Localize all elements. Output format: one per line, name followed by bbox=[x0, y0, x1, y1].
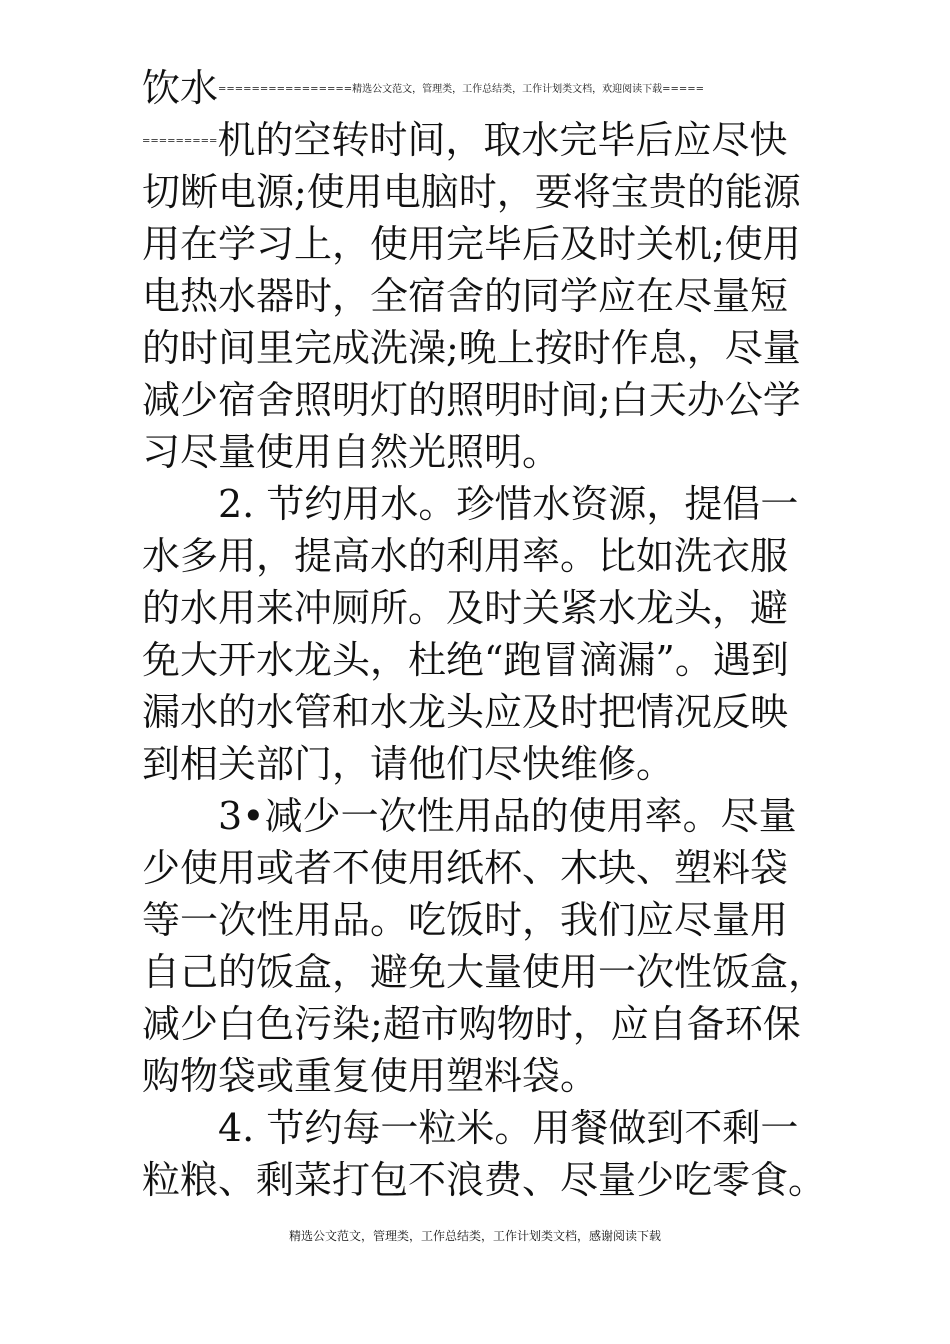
paragraph-line: 的时间里完成洗澡;晚上按时作息，尽量 bbox=[142, 326, 801, 370]
line-text: 机的空转时间，取水完毕后应尽快 bbox=[217, 118, 788, 162]
paragraph-line: 电热水器时，全宿舍的同学应在尽量短 bbox=[142, 274, 789, 318]
paragraph-line: 漏水的水管和水龙头应及时把情况反映 bbox=[142, 690, 789, 734]
paragraph-line: 减少宿舍照明灯的照明时间;白天办公学 bbox=[142, 378, 801, 422]
paragraph-line: 等一次性用品。吃饭时，我们应尽量用 bbox=[142, 898, 789, 942]
paragraph-line: 的水用来冲厕所。及时关紧水龙头，避 bbox=[142, 586, 789, 630]
paragraph-line: 切断电源;使用电脑时，要将宝贵的能源 bbox=[142, 170, 801, 214]
paragraph-heading-4: 4. 节约每一粒米。用餐做到不剩一 bbox=[218, 1106, 799, 1150]
page-footer: 精选公文范文，管理类，工作总结类，工作计划类文档，感谢阅读下载 bbox=[288, 1229, 661, 1243]
paragraph-line: 减少白色污染;超市购物时，应自备环保 bbox=[142, 1002, 801, 1046]
paragraph-line bbox=[142, 118, 822, 162]
paragraph-line: 自己的饭盒，避免大量使用一次性饭盒， bbox=[142, 950, 827, 994]
paragraph-line: 到相关部门，请他们尽快维修。 bbox=[142, 742, 675, 786]
paragraph-line: 水多用，提高水的利用率。比如洗衣服 bbox=[142, 534, 789, 578]
paragraph-line: 购物袋或重复使用塑料袋。 bbox=[142, 1054, 599, 1098]
paragraph-line: 用在学习上，使用完毕后及时关机;使用 bbox=[142, 222, 801, 266]
paragraph-heading-2: 2. 节约用水。珍惜水资源，提倡一 bbox=[218, 482, 799, 526]
paragraph-line: 免大开水龙头，杜绝“跑冒滴漏”。遇到 bbox=[142, 638, 789, 682]
paragraph-line: 少使用或者不使用纸杯、木块、塑料袋 bbox=[142, 846, 789, 890]
watermark-continuation: ========= bbox=[142, 135, 218, 147]
paragraph-line: 习尽量使用自然光照明。 bbox=[142, 430, 561, 474]
lead-text: 饮水 bbox=[142, 66, 219, 110]
paragraph-heading-3: 3•减少一次性用品的使用率。尽量 bbox=[218, 794, 797, 838]
watermark-text: ================精选公文范文，管理类，工作总结类，工作计划类文档，欢迎阅读下载===== bbox=[218, 83, 704, 95]
paragraph-line: 粒粮、剩菜打包不浪费、尽量少吃零食。 bbox=[142, 1158, 827, 1202]
header-line bbox=[142, 66, 822, 110]
